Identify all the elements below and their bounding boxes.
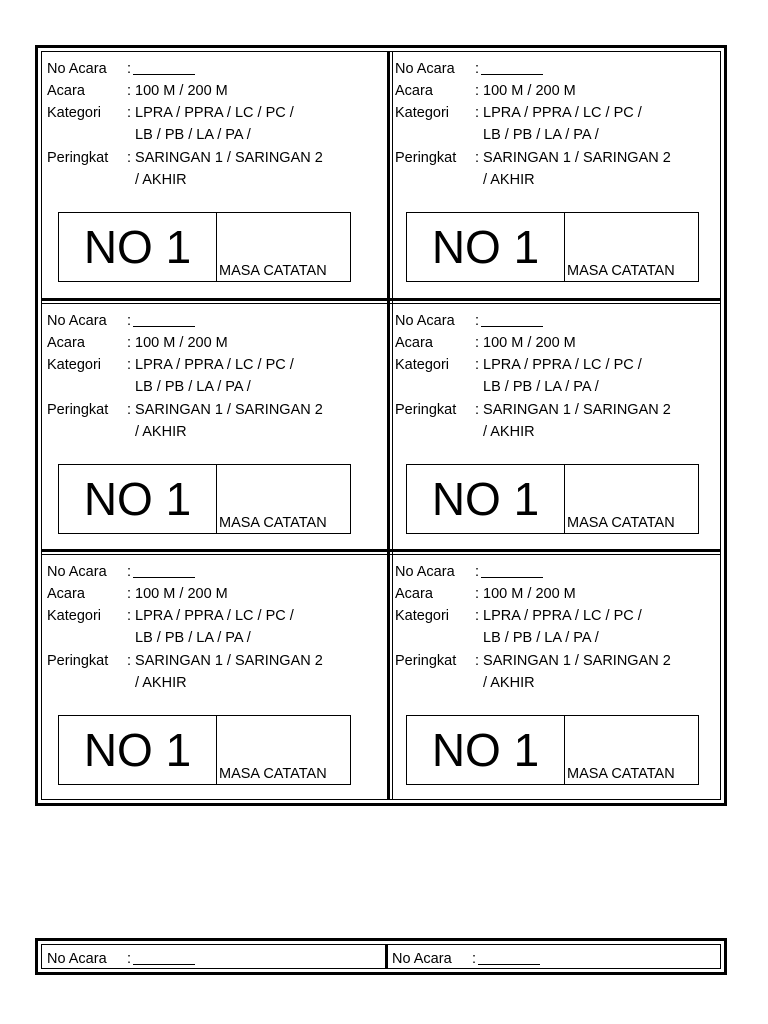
no-acara-label: No Acara bbox=[395, 564, 455, 580]
strip-cell-left bbox=[47, 949, 132, 969]
acara-value: : 100 M / 200 M bbox=[475, 586, 576, 602]
no-acara-blank-field[interactable] bbox=[478, 950, 540, 965]
colon: : bbox=[475, 61, 480, 77]
strip-cell-right bbox=[392, 949, 477, 969]
peringkat-value-line-2: / AKHIR bbox=[135, 172, 187, 188]
lane-time-box bbox=[58, 212, 351, 282]
acara-label: Acara bbox=[47, 586, 85, 602]
lane-number: NO 1 bbox=[407, 213, 565, 281]
peringkat-value-line-1: : SARINGAN 1 / SARINGAN 2 bbox=[127, 150, 323, 166]
recorded-time-field[interactable]: MASA CATATAN bbox=[219, 263, 327, 279]
no-acara-blank-field[interactable] bbox=[481, 60, 543, 75]
acara-value: : 100 M / 200 M bbox=[127, 83, 228, 99]
no-acara-label: No Acara bbox=[47, 313, 107, 329]
peringkat-value-line-2: / AKHIR bbox=[483, 424, 535, 440]
lane-number: NO 1 bbox=[59, 213, 217, 281]
lane-number: NO 1 bbox=[407, 716, 565, 784]
strip-vertical-divider bbox=[385, 945, 388, 968]
kategori-value-line-1: : LPRA / PPRA / LC / PC / bbox=[127, 357, 294, 373]
no-acara-blank-field[interactable] bbox=[481, 563, 543, 578]
colon: : bbox=[472, 951, 477, 967]
peringkat-label: Peringkat bbox=[395, 150, 457, 166]
lane-number: NO 1 bbox=[407, 465, 565, 533]
acara-value: : 100 M / 200 M bbox=[475, 83, 576, 99]
recorded-time-field[interactable]: MASA CATATAN bbox=[219, 766, 327, 782]
label-sheet bbox=[35, 45, 727, 806]
horizontal-divider-1 bbox=[42, 298, 720, 301]
peringkat-label: Peringkat bbox=[395, 653, 457, 669]
acara-label: Acara bbox=[395, 335, 433, 351]
colon: : bbox=[475, 313, 480, 329]
peringkat-value-line-2: / AKHIR bbox=[135, 675, 187, 691]
race-card-row-3-right bbox=[390, 555, 726, 799]
kategori-value-line-2: LB / PB / LA / PA / bbox=[135, 127, 251, 143]
peringkat-label: Peringkat bbox=[47, 402, 109, 418]
kategori-label: Kategori bbox=[47, 608, 102, 624]
kategori-value-line-1: : LPRA / PPRA / LC / PC / bbox=[475, 608, 642, 624]
horizontal-divider-2 bbox=[42, 549, 720, 552]
acara-value: : 100 M / 200 M bbox=[127, 335, 228, 351]
kategori-value-line-1: : LPRA / PPRA / LC / PC / bbox=[475, 357, 642, 373]
kategori-value-line-2: LB / PB / LA / PA / bbox=[135, 379, 251, 395]
colon: : bbox=[127, 951, 132, 967]
kategori-value-line-1: : LPRA / PPRA / LC / PC / bbox=[127, 105, 294, 121]
no-acara-blank-field[interactable] bbox=[133, 60, 195, 75]
peringkat-value-line-2: / AKHIR bbox=[483, 675, 535, 691]
acara-value: : 100 M / 200 M bbox=[127, 586, 228, 602]
recorded-time-field[interactable]: MASA CATATAN bbox=[567, 263, 675, 279]
race-card-row-1-left bbox=[42, 52, 378, 296]
no-acara-label: No Acara bbox=[392, 951, 452, 967]
kategori-value-line-2: LB / PB / LA / PA / bbox=[483, 127, 599, 143]
no-acara-blank-field[interactable] bbox=[133, 563, 195, 578]
peringkat-value-line-1: : SARINGAN 1 / SARINGAN 2 bbox=[127, 402, 323, 418]
no-acara-label: No Acara bbox=[47, 564, 107, 580]
lane-time-box bbox=[58, 715, 351, 785]
recorded-time-field[interactable]: MASA CATATAN bbox=[567, 766, 675, 782]
strip-inner-border bbox=[41, 944, 721, 969]
peringkat-value-line-1: : SARINGAN 1 / SARINGAN 2 bbox=[475, 402, 671, 418]
peringkat-label: Peringkat bbox=[47, 150, 109, 166]
race-card-row-2-left bbox=[42, 304, 378, 548]
no-acara-label: No Acara bbox=[47, 61, 107, 77]
kategori-value-line-1: : LPRA / PPRA / LC / PC / bbox=[475, 105, 642, 121]
no-acara-label: No Acara bbox=[395, 313, 455, 329]
kategori-label: Kategori bbox=[47, 357, 102, 373]
peringkat-value-line-1: : SARINGAN 1 / SARINGAN 2 bbox=[127, 653, 323, 669]
peringkat-value-line-1: : SARINGAN 1 / SARINGAN 2 bbox=[475, 150, 671, 166]
no-acara-label: No Acara bbox=[47, 951, 107, 967]
sheet-inner-border bbox=[41, 51, 721, 800]
race-card-row-1-right bbox=[390, 52, 726, 296]
lane-number: NO 1 bbox=[59, 465, 217, 533]
kategori-label: Kategori bbox=[395, 357, 450, 373]
recorded-time-field[interactable]: MASA CATATAN bbox=[567, 515, 675, 531]
acara-label: Acara bbox=[395, 83, 433, 99]
no-acara-blank-field[interactable] bbox=[481, 312, 543, 327]
lane-time-box bbox=[406, 464, 699, 534]
colon: : bbox=[127, 61, 132, 77]
kategori-label: Kategori bbox=[47, 105, 102, 121]
colon: : bbox=[127, 564, 132, 580]
kategori-label: Kategori bbox=[395, 105, 450, 121]
kategori-value-line-1: : LPRA / PPRA / LC / PC / bbox=[127, 608, 294, 624]
kategori-value-line-2: LB / PB / LA / PA / bbox=[483, 630, 599, 646]
kategori-label: Kategori bbox=[395, 608, 450, 624]
acara-label: Acara bbox=[47, 335, 85, 351]
peringkat-label: Peringkat bbox=[395, 402, 457, 418]
kategori-value-line-2: LB / PB / LA / PA / bbox=[135, 630, 251, 646]
no-acara-blank-field[interactable] bbox=[133, 950, 195, 965]
peringkat-value-line-2: / AKHIR bbox=[483, 172, 535, 188]
colon: : bbox=[127, 313, 132, 329]
lane-time-box bbox=[58, 464, 351, 534]
no-acara-blank-field[interactable] bbox=[133, 312, 195, 327]
lane-time-box bbox=[406, 715, 699, 785]
peringkat-label: Peringkat bbox=[47, 653, 109, 669]
race-card-row-3-left bbox=[42, 555, 378, 799]
colon: : bbox=[475, 564, 480, 580]
peringkat-value-line-1: : SARINGAN 1 / SARINGAN 2 bbox=[475, 653, 671, 669]
peringkat-value-line-2: / AKHIR bbox=[135, 424, 187, 440]
acara-value: : 100 M / 200 M bbox=[475, 335, 576, 351]
bottom-label-strip bbox=[35, 938, 727, 975]
no-acara-label: No Acara bbox=[395, 61, 455, 77]
lane-time-box bbox=[406, 212, 699, 282]
acara-label: Acara bbox=[47, 83, 85, 99]
lane-number: NO 1 bbox=[59, 716, 217, 784]
recorded-time-field[interactable]: MASA CATATAN bbox=[219, 515, 327, 531]
acara-label: Acara bbox=[395, 586, 433, 602]
kategori-value-line-2: LB / PB / LA / PA / bbox=[483, 379, 599, 395]
race-card-row-2-right bbox=[390, 304, 726, 548]
